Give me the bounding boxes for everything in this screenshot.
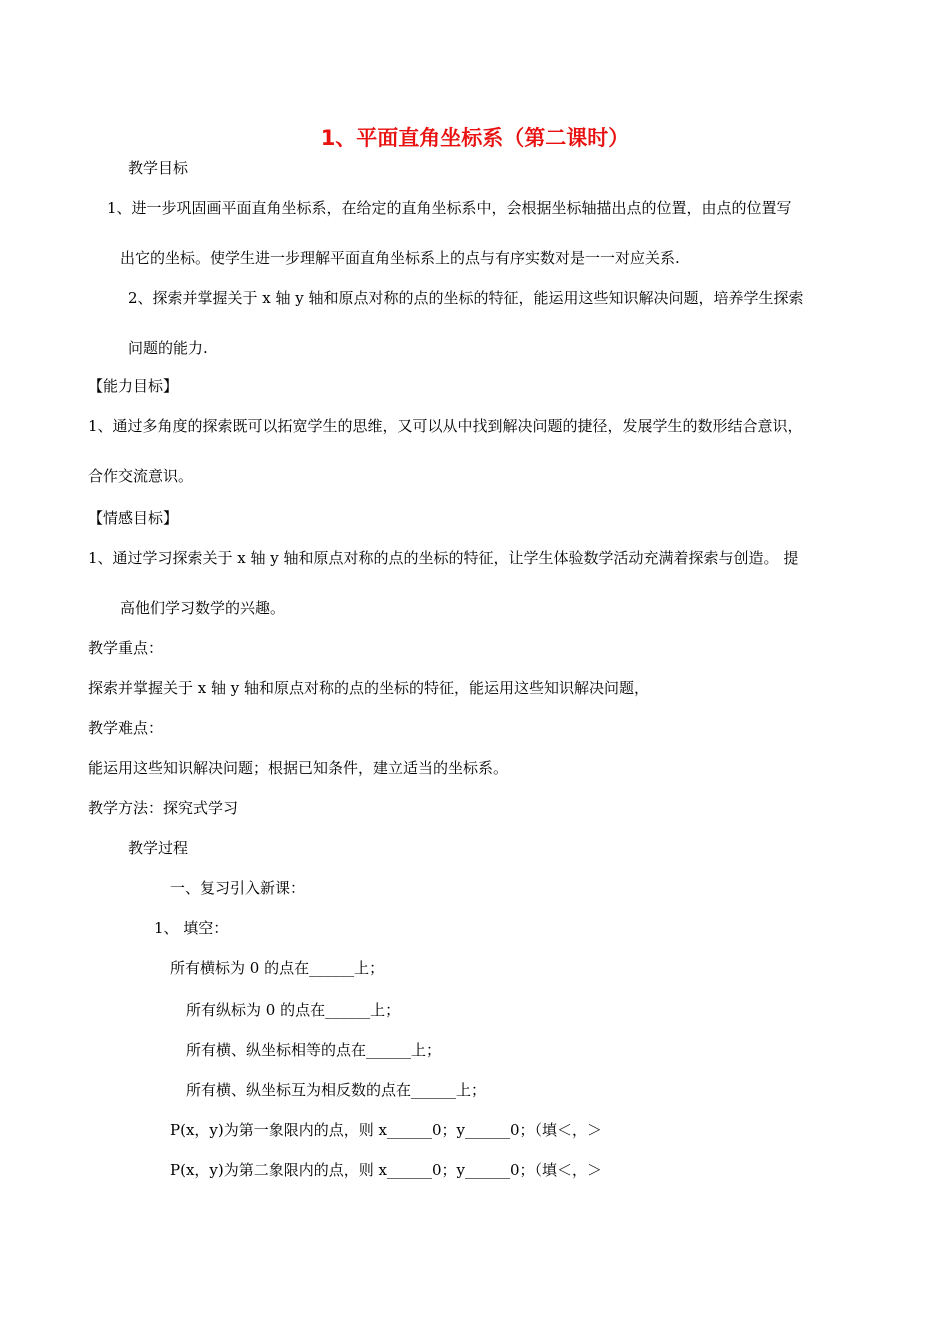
objective-2-line-2: 问题的能力. <box>128 339 208 357</box>
process-heading: 教学过程 <box>128 839 189 857</box>
method-text: 教学方法：探究式学习 <box>88 799 239 817</box>
emotion-line-1: 1、通过学习探索关于 x 轴 y 轴和原点对称的点的坐标的特征，让学生体验数学活动充满着探索与创造。 提 <box>88 549 799 567</box>
process-section-1: 一、复习引入新课： <box>170 879 306 897</box>
objective-1-line-1: 1、进一步巩固画平面直角坐标系，在给定的直角坐标系中，会根据坐标轴描出点的位置，由点的位置写 <box>107 199 792 217</box>
fill-blank-2: 所有纵标为 0 的点在______上； <box>186 1001 401 1019</box>
objective-1-line-2: 出它的坐标。使学生进一步理解平面直角坐标系上的点与有序实数对是一一对应关系. <box>120 249 680 267</box>
ability-line-1: 1、通过多角度的探索既可以拓宽学生的思维，又可以从中找到解决问题的捷径，发展学生的数形结合意识， <box>88 417 803 435</box>
ability-line-2: 合作交流意识。 <box>88 467 194 485</box>
emotion-line-2: 高他们学习数学的兴趣。 <box>120 599 286 617</box>
fill-blank-3: 所有横、纵坐标相等的点在______上； <box>186 1041 442 1059</box>
document-title: 1、平面直角坐标系（第二课时） <box>320 126 630 150</box>
difficulty-heading: 教学难点： <box>88 719 164 737</box>
fill-blank-1: 所有横标为 0 的点在______上； <box>170 959 385 977</box>
process-item-1: 1、 填空： <box>154 919 229 937</box>
difficulty-text: 能运用这些知识解决问题；根据已知条件，建立适当的坐标系。 <box>88 759 509 777</box>
objectives-heading: 教学目标 <box>128 159 189 177</box>
fill-blank-6: P(x，y)为第二象限内的点，则 x______0；y______0；（填＜，＞ <box>170 1161 603 1179</box>
key-point-heading: 教学重点： <box>88 639 164 657</box>
ability-heading: 【能力目标】 <box>88 377 179 395</box>
objective-2-line-1: 2、探索并掌握关于 x 轴 y 轴和原点对称的点的坐标的特征，能运用这些知识解决问题，培养学生探索 <box>128 289 804 307</box>
fill-blank-4: 所有横、纵坐标互为相反数的点在______上； <box>186 1081 487 1099</box>
fill-blank-5: P(x，y)为第一象限内的点，则 x______0；y______0；（填＜，＞ <box>170 1121 603 1139</box>
key-point-text: 探索并掌握关于 x 轴 y 轴和原点对称的点的坐标的特征，能运用这些知识解决问题， <box>88 679 650 697</box>
emotion-heading: 【情感目标】 <box>88 509 179 527</box>
